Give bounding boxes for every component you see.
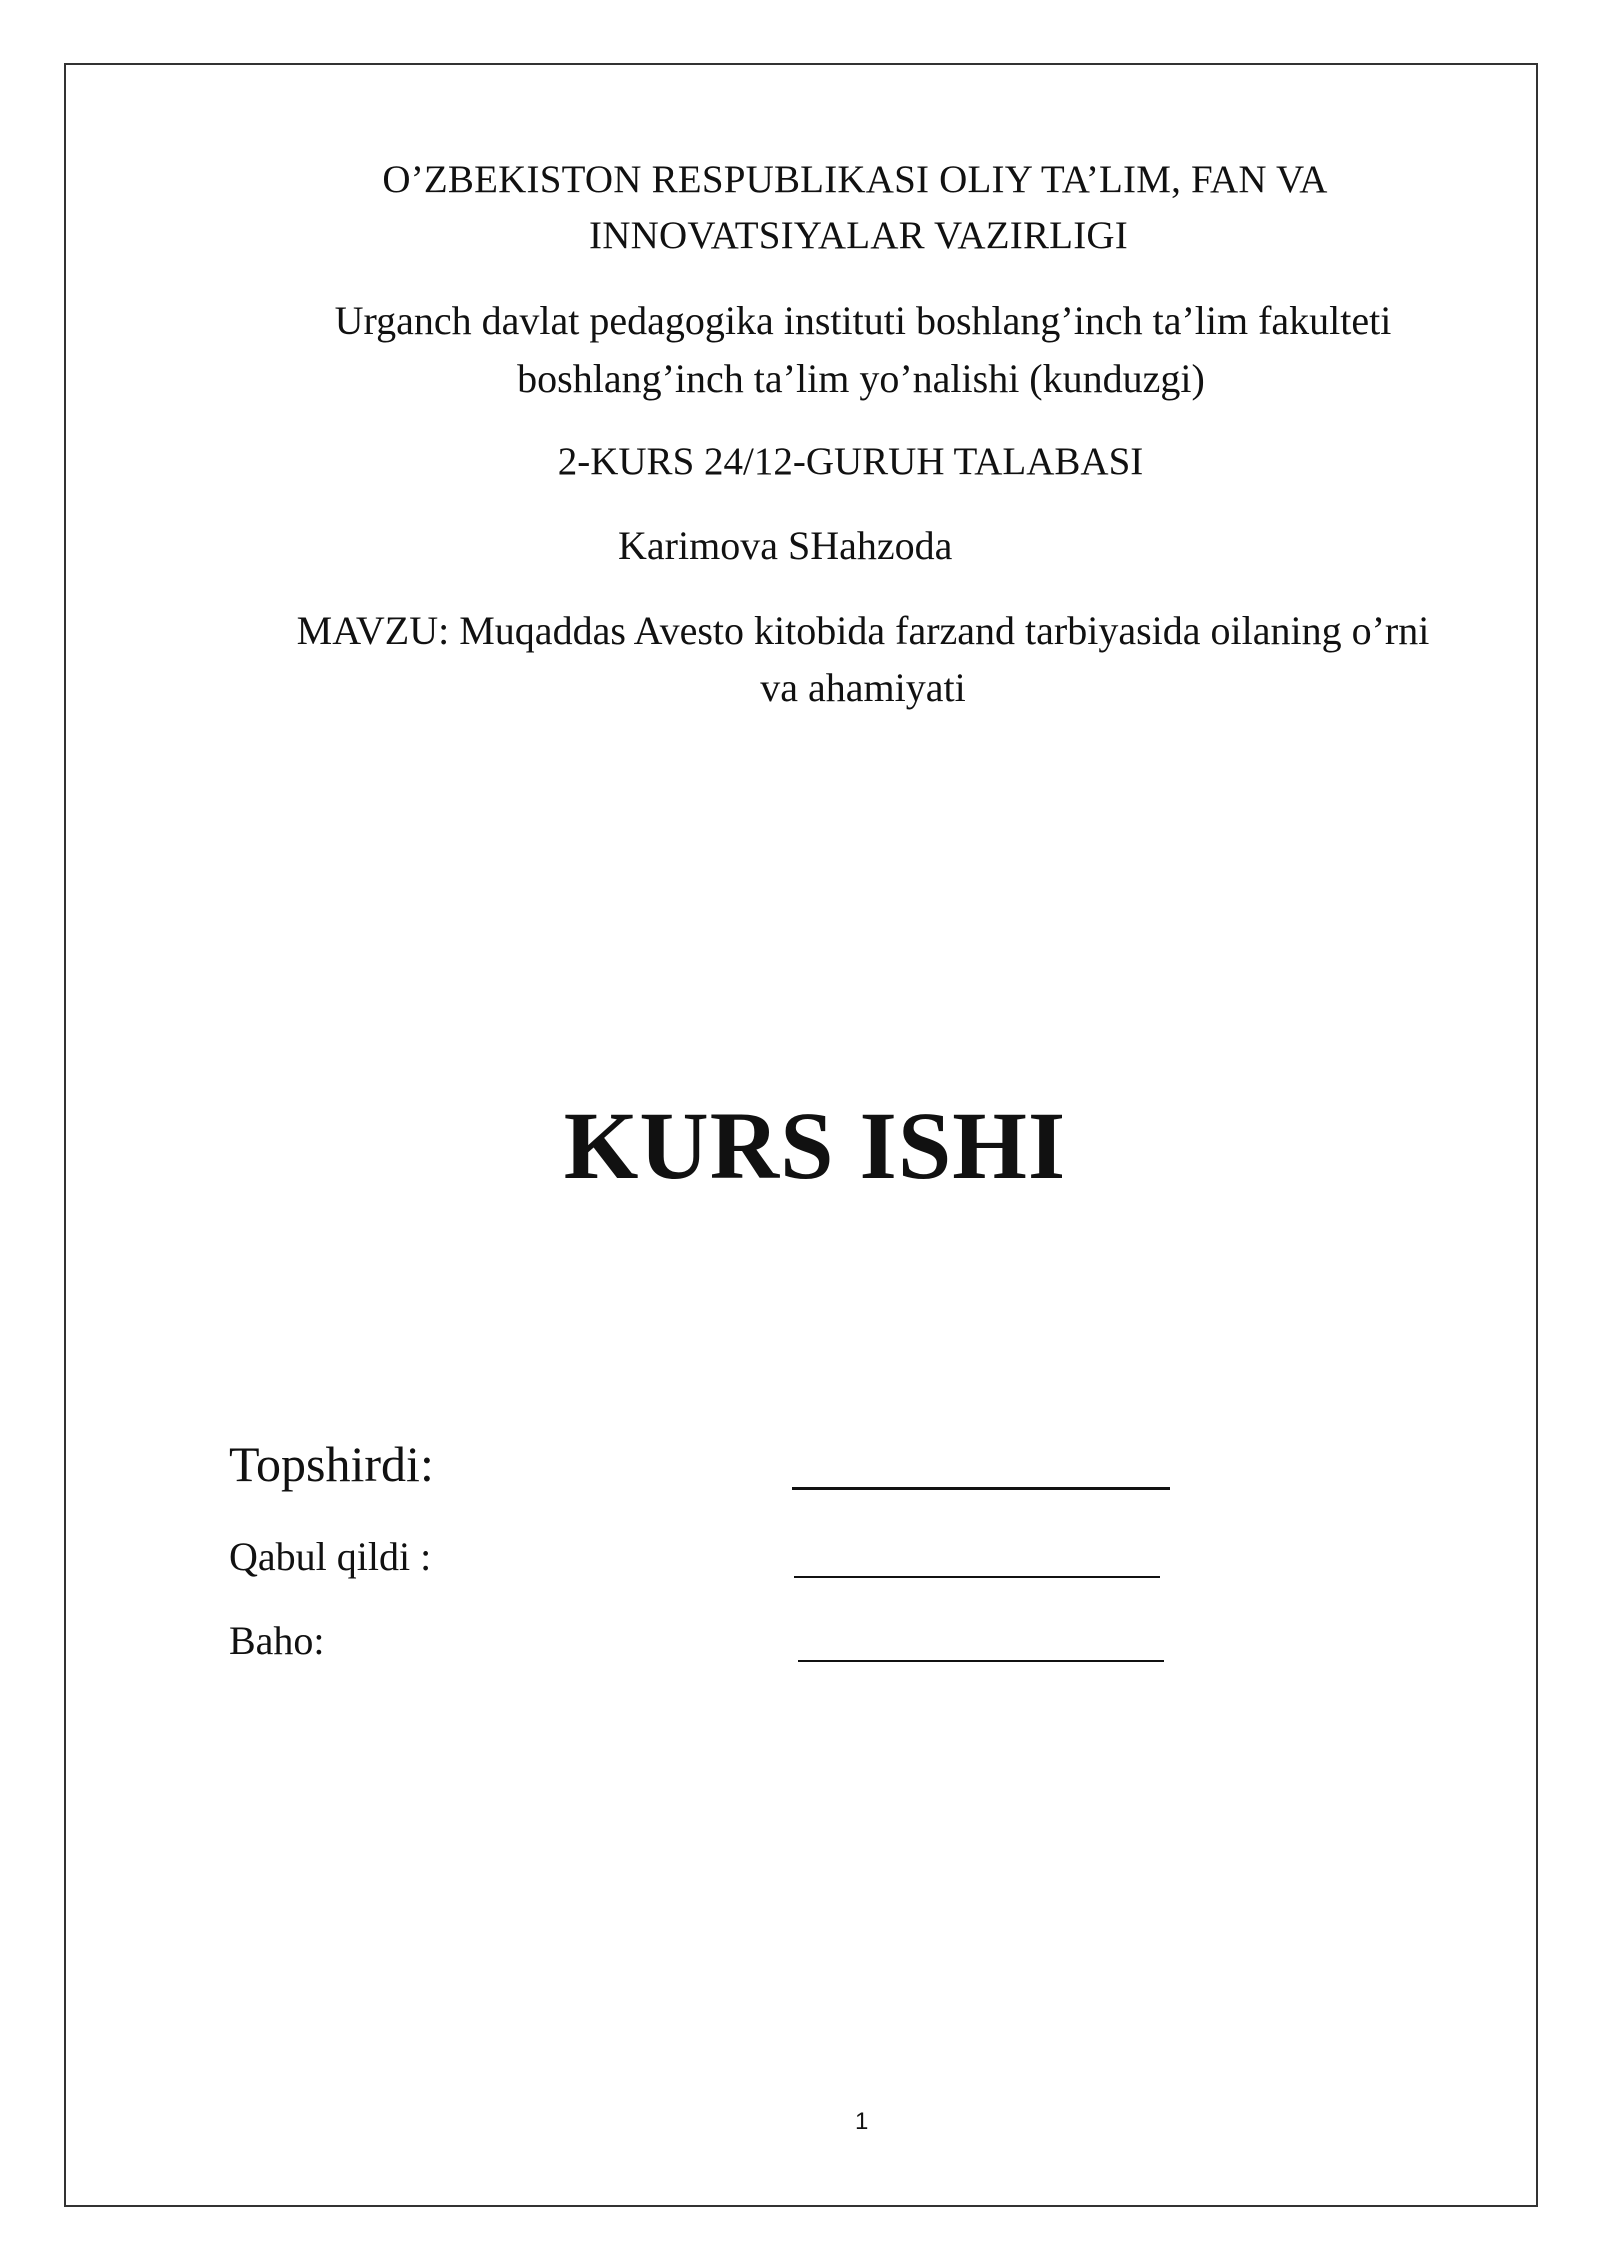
institute-line-1: Urganch davlat pedagogika instituti boshlang’inch ta’lim fakulteti xyxy=(334,298,1392,343)
course-group-line: 2-KURS 24/12-GURUH TALABASI xyxy=(557,440,1144,483)
document-title: KURS ISHI xyxy=(563,1092,1067,1199)
ministry-line-1: O’ZBEKISTON RESPUBLIKASI OLIY TA’LIM, FAN VA xyxy=(382,158,1328,201)
topic-line-2: va ahamiyati xyxy=(760,665,966,710)
institute-line-2: boshlang’inch ta’lim yo’nalishi (kunduzgi) xyxy=(517,356,1205,401)
student-name: Karimova SHahzoda xyxy=(618,523,953,568)
grade-signature-line xyxy=(798,1660,1164,1662)
submitted-signature-line xyxy=(792,1487,1170,1490)
topic-line-1: MAVZU: Muqaddas Avesto kitobida farzand tarbiyasida oilaning o’rni xyxy=(296,608,1430,653)
accepted-label: Qabul qildi : xyxy=(229,1534,432,1579)
ministry-line-2: INNOVATSIYALAR VAZIRLIGI xyxy=(589,214,1128,257)
grade-label: Baho: xyxy=(229,1618,325,1663)
submitted-label: Topshirdi: xyxy=(229,1436,434,1492)
accepted-signature-line xyxy=(794,1576,1160,1578)
page-number: 1 xyxy=(855,2108,869,2135)
